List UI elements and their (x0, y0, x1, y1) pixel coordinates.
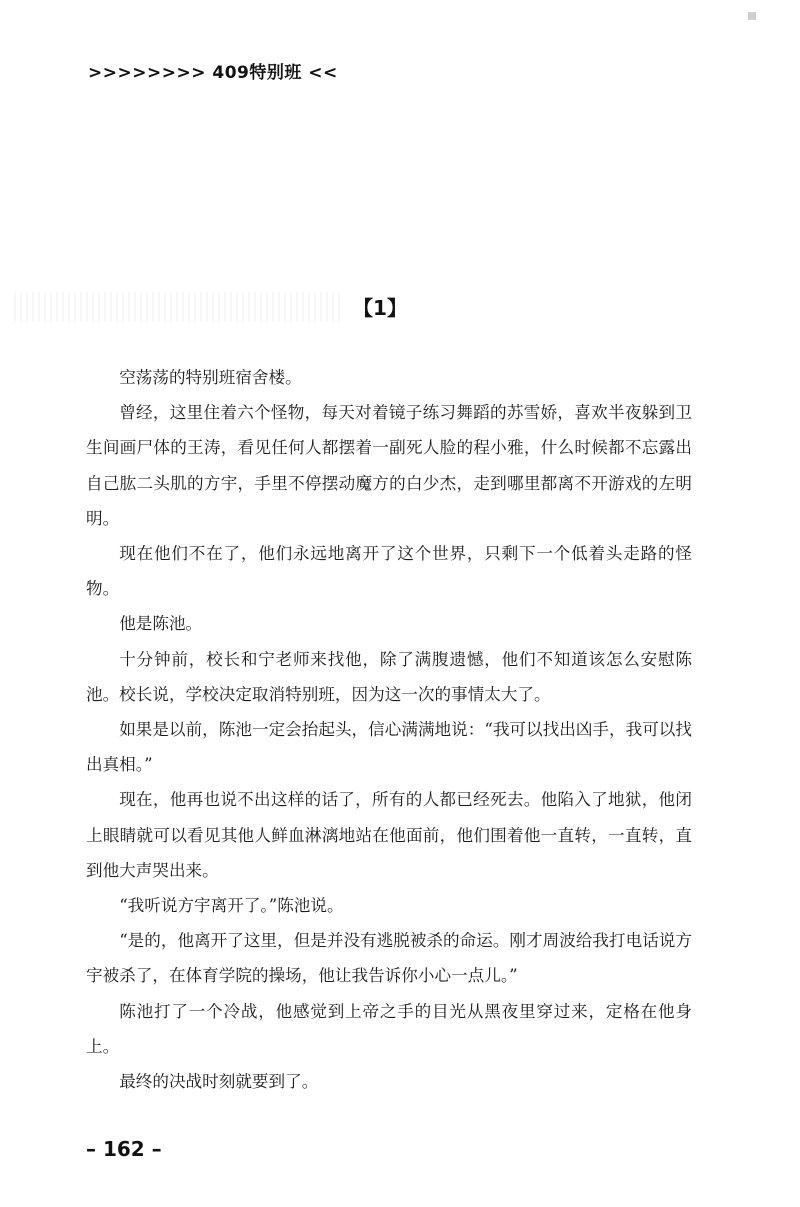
paragraph: “是的，他离开了这里，但是并没有逃脱被杀的命运。刚才周波给我打电话说方宇被杀了，在体育学院的操场，他让我告诉你小心一点儿。” (86, 931, 692, 986)
paragraph: 空荡荡的特别班宿舍楼。 (119, 368, 302, 387)
paragraph: 曾经，这里住着六个怪物，每天对着镜子练习舞蹈的苏雪娇，喜欢半夜躲到卫生间画尸体的王涛，看见任何人都摆着一副死人脸的程小雅，什么时候都不忘露出自己肱二头肌的方宇，手里不停摆动魔方的白少杰，走到哪里都离不开游戏的左明明。 (86, 403, 692, 528)
paragraph: 他是陈池。 (119, 614, 203, 634)
section-heading: 【1】 (353, 296, 407, 320)
paragraph: 现在他们不在了，他们永远地离开了这个世界，只剩下一个低着头走路的怪物。 (86, 544, 692, 599)
paragraph: 陈池打了一个冷战，他感觉到上帝之手的目光从黑夜里穿过来，定格在他身上。 (86, 1001, 692, 1056)
running-header: >>>>>>>> 409特别班 << (88, 63, 338, 83)
paragraph: 现在，他再也说不出这样的话了，所有的人都已经死去。他陷入了地狱，他闭上眼睛就可以看见其他人鲜血淋漓地站在他面前，他们围着他一直转，一直转，直到他大声哭出来。 (86, 790, 692, 880)
paragraph: “我听说方宇离开了。”陈池说。 (119, 896, 344, 916)
body-text (86, 360, 692, 1099)
scan-artifact (748, 12, 756, 20)
paragraph: 如果是以前，陈池一定会抬起头，信心满满地说：“我可以找出凶手，我可以找出真相。” (86, 720, 692, 775)
paragraph: 十分钟前，校长和宁老师来找他，除了满腹遗憾，他们不知道该怎么安慰陈池。校长说，学校决定取消特别班，因为这一次的事情太大了。 (86, 649, 692, 704)
page-number: – 162 – (86, 1137, 162, 1161)
paragraph: 最终的决战时刻就要到了。 (119, 1072, 319, 1092)
